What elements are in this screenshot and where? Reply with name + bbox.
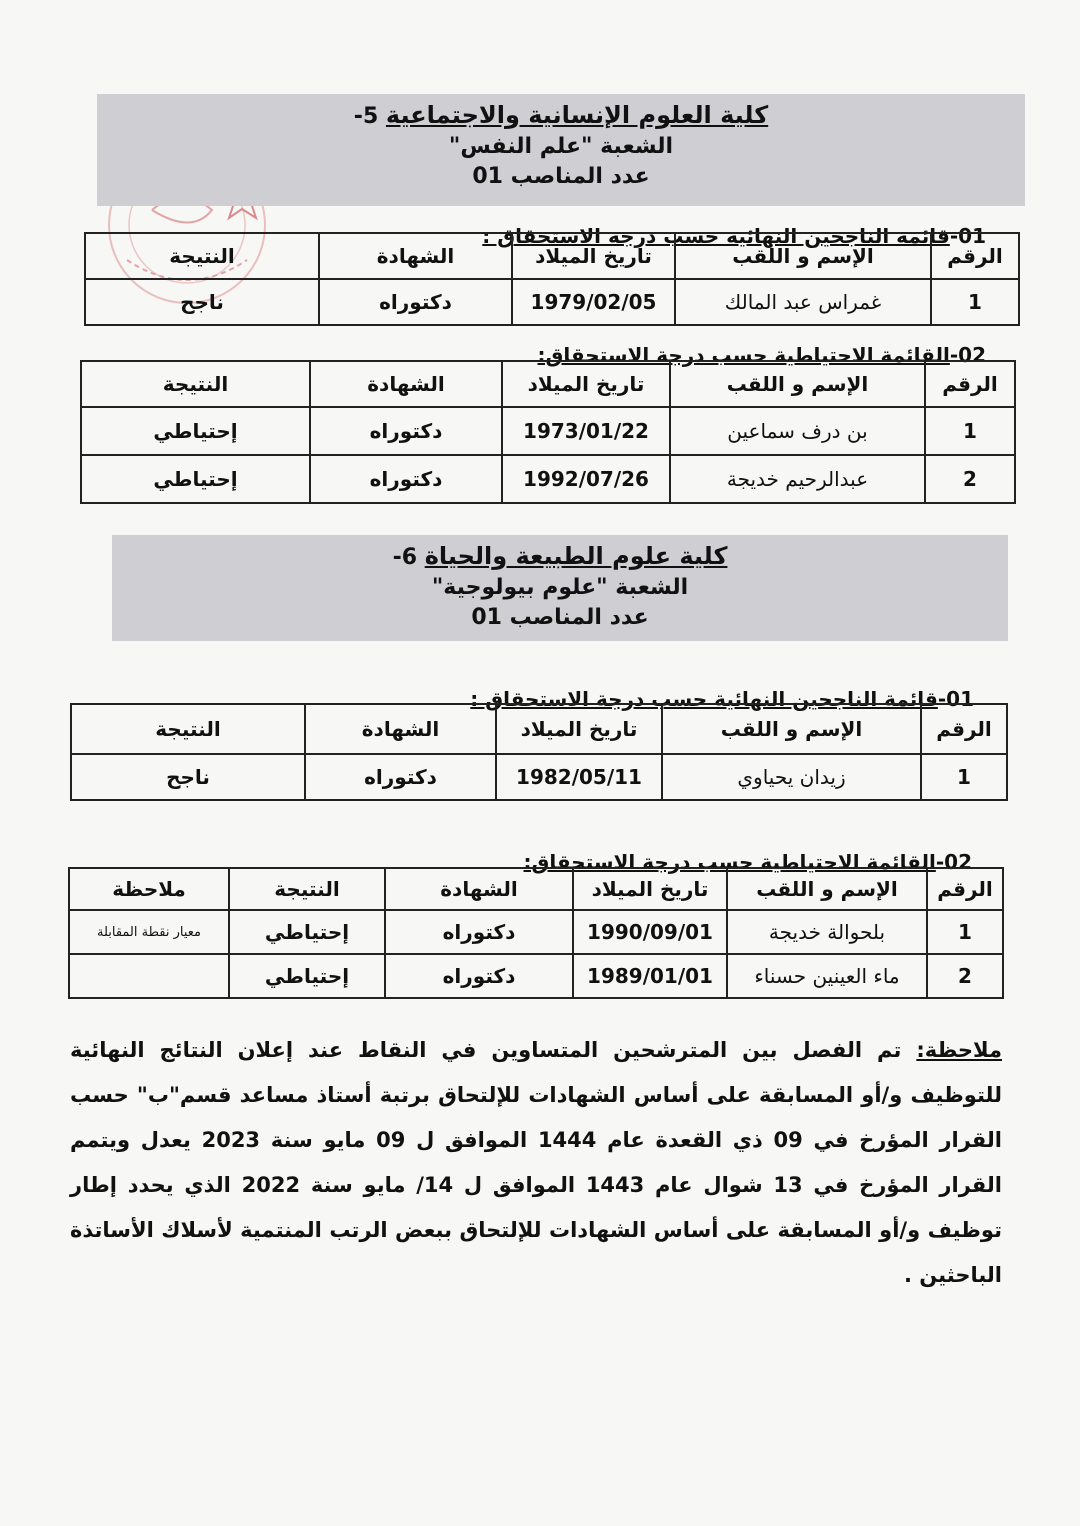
cell-number: 2 <box>925 455 1015 503</box>
section-5-reserve-table <box>80 360 1016 504</box>
list-number: 01- <box>937 687 974 711</box>
section-5-branch: الشعبة "علم النفس" <box>448 134 674 159</box>
section-5-title <box>97 100 1025 132</box>
header-name: الإسم و اللقب <box>727 868 927 910</box>
header-number: الرقم <box>925 361 1015 407</box>
cell-degree: دكتوراه <box>305 754 496 800</box>
cell-result: إحتياطي <box>229 954 385 998</box>
section-5-final-table <box>84 232 1020 326</box>
table-header-row <box>81 361 1015 407</box>
list-title: القائمة الاحتياطية حسب درجة الاستحقاق: <box>537 343 950 367</box>
cell-number: 1 <box>921 754 1007 800</box>
list-title: قائمة الناجحين النهائية حسب درجة الاستحقاق : <box>482 224 950 248</box>
cell-number: 1 <box>925 407 1015 455</box>
header-name: الإسم و اللقب <box>662 704 921 754</box>
cell-result: إحتياطي <box>81 455 310 503</box>
section-6-final-table <box>70 703 1008 801</box>
header-name: الإسم و اللقب <box>675 233 931 279</box>
cell-degree: دكتوراه <box>385 954 573 998</box>
header-degree: الشهادة <box>305 704 496 754</box>
table-row <box>69 910 1003 954</box>
cell-degree: دكتوراه <box>385 910 573 954</box>
header-number: الرقم <box>921 704 1007 754</box>
cell-name: عبدالرحيم خديجة <box>670 455 925 503</box>
header-birthdate: تاريخ الميلاد <box>512 233 675 279</box>
cell-remark <box>69 954 229 998</box>
cell-name: ماء العينين حسناء <box>727 954 927 998</box>
header-birthdate: تاريخ الميلاد <box>573 868 727 910</box>
cell-degree: دكتوراه <box>310 407 502 455</box>
section-5-posts: عدد المناصب 01 <box>472 164 650 189</box>
header-degree: الشهادة <box>319 233 512 279</box>
note-label: ملاحظة: <box>916 1038 1002 1062</box>
header-birthdate: تاريخ الميلاد <box>496 704 662 754</box>
cell-birthdate: 1992/07/26 <box>502 455 670 503</box>
header-result: النتيجة <box>81 361 310 407</box>
header-degree: الشهادة <box>385 868 573 910</box>
cell-degree: دكتوراه <box>319 279 512 325</box>
list-number: 01- <box>949 224 986 248</box>
header-result: النتيجة <box>85 233 319 279</box>
table-row <box>85 279 1019 325</box>
cell-result: ناجح <box>85 279 319 325</box>
list-number: 02- <box>949 343 986 367</box>
section-6-branch: الشعبة "علوم بيولوجية" <box>431 575 689 600</box>
table-header-row <box>69 868 1003 910</box>
section-6-posts: عدد المناصب 01 <box>471 605 649 630</box>
cell-name: زيدان يحياوي <box>662 754 921 800</box>
cell-degree: دكتوراه <box>310 455 502 503</box>
table-row <box>81 407 1015 455</box>
header-number: الرقم <box>931 233 1019 279</box>
table-row <box>69 954 1003 998</box>
cell-number: 2 <box>927 954 1003 998</box>
cell-birthdate: 1982/05/11 <box>496 754 662 800</box>
note-text: تم الفصل بين المترشحين المتساوين في النقاط عند إعلان النتائج النهائية للتوظيف و/أو المسابقة على أساس الشهادات للإلتحاق برتبة أستاذ مساعد قسم"ب" حسب القرار المؤرخ في 09 ذي القعدة عام 1444 الموافق ل 09 مايو سنة 2023 يعدل ويتمم القرار المؤرخ في 13 شوال عام 1443 الموافق ل 14/ مايو سنة 2022 الذي يحدد إطار توظيف و/أو المسابقة على أساس الشهادات للإلتحاق ببعض الرتب المنتمية لأسلاك الأساتذة الباحثين . <box>70 1038 1002 1287</box>
note-paragraph <box>70 1028 1002 1298</box>
table-row <box>71 754 1007 800</box>
section-5-faculty: كلية العلوم الإنسانية والاجتماعية <box>385 101 769 129</box>
section-6-reserve-table <box>68 867 1004 999</box>
section-6-banner <box>112 535 1008 641</box>
cell-result: إحتياطي <box>229 910 385 954</box>
table-header-row <box>71 704 1007 754</box>
cell-result: ناجح <box>71 754 305 800</box>
cell-result: إحتياطي <box>81 407 310 455</box>
header-name: الإسم و اللقب <box>670 361 925 407</box>
section-6-number: 6- <box>392 545 418 570</box>
header-result: النتيجة <box>71 704 305 754</box>
cell-birthdate: 1990/09/01 <box>573 910 727 954</box>
cell-number: 1 <box>931 279 1019 325</box>
cell-birthdate: 1979/02/05 <box>512 279 675 325</box>
cell-remark: معيار نقطة المقابلة <box>69 910 229 954</box>
section-6-title <box>112 541 1008 573</box>
header-birthdate: تاريخ الميلاد <box>502 361 670 407</box>
header-remark: ملاحظة <box>69 868 229 910</box>
cell-name: غمراس عبد المالك <box>675 279 931 325</box>
cell-birthdate: 1989/01/01 <box>573 954 727 998</box>
list-number: 02- <box>935 850 972 874</box>
header-degree: الشهادة <box>310 361 502 407</box>
section-6-faculty: كلية علوم الطبيعة والحياة <box>424 542 728 570</box>
cell-name: بلحوالة خديجة <box>727 910 927 954</box>
header-result: النتيجة <box>229 868 385 910</box>
section-5-number: 5- <box>353 104 379 129</box>
cell-name: بن درف سماعين <box>670 407 925 455</box>
table-header-row <box>85 233 1019 279</box>
list-title: قائمة الناجحين النهائية حسب درجة الاستحقاق : <box>470 687 938 711</box>
table-row <box>81 455 1015 503</box>
cell-birthdate: 1973/01/22 <box>502 407 670 455</box>
header-number: الرقم <box>927 868 1003 910</box>
list-title: القائمة الاحتياطية حسب درجة الاستحقاق: <box>523 850 936 874</box>
cell-number: 1 <box>927 910 1003 954</box>
section-5-banner <box>97 94 1025 206</box>
